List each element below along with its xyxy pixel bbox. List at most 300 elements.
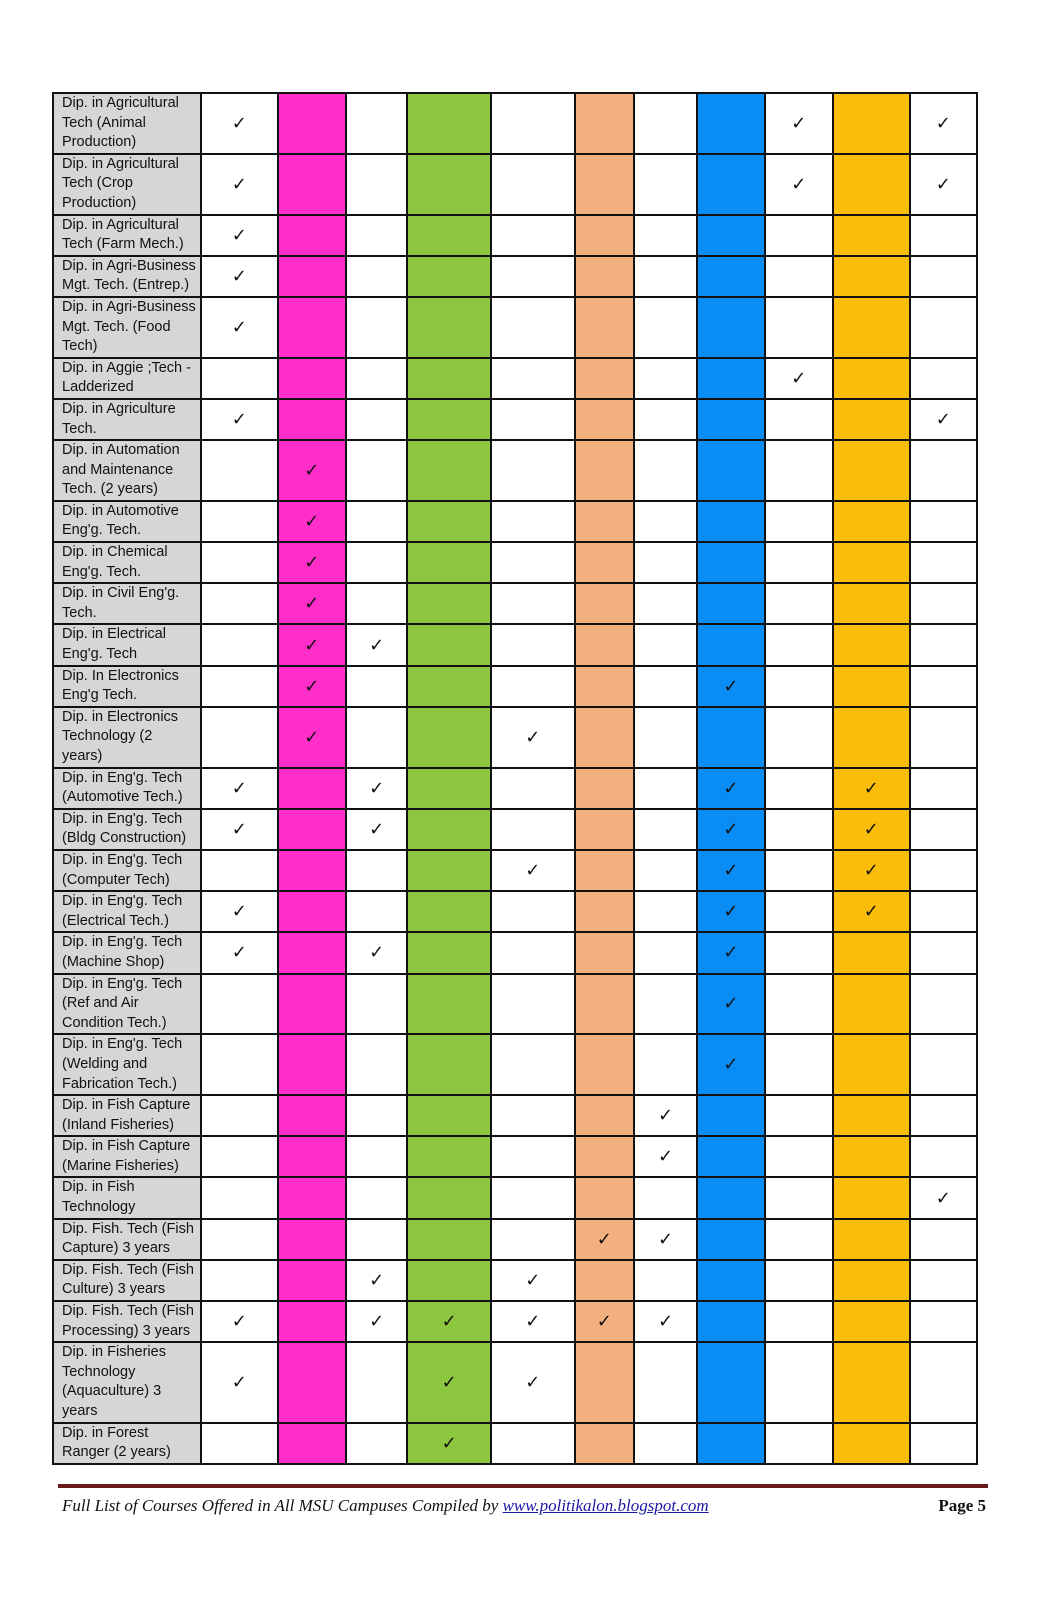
empty-cell xyxy=(346,1342,407,1422)
empty-cell xyxy=(491,1136,575,1177)
empty-cell xyxy=(833,215,910,256)
empty-cell xyxy=(833,93,910,154)
empty-cell xyxy=(278,850,346,891)
check-mark-icon: ✓ xyxy=(833,809,910,850)
empty-cell xyxy=(278,974,346,1035)
table-row xyxy=(53,542,977,583)
check-mark-icon: ✓ xyxy=(346,624,407,665)
empty-cell xyxy=(575,1095,634,1136)
empty-cell xyxy=(910,1095,977,1136)
course-name-cell: Dip. in Electronics Technology (2 years) xyxy=(53,707,201,768)
empty-cell xyxy=(765,1177,833,1218)
course-name-cell: Dip. in Eng'g. Tech (Welding and Fabrication Tech.) xyxy=(53,1034,201,1095)
check-mark-icon: ✓ xyxy=(833,891,910,932)
check-mark-icon: ✓ xyxy=(278,666,346,707)
table-row xyxy=(53,932,977,973)
empty-cell xyxy=(697,256,764,297)
check-mark-icon: ✓ xyxy=(407,1342,491,1422)
empty-cell xyxy=(346,1136,407,1177)
empty-cell xyxy=(346,399,407,440)
empty-cell xyxy=(833,358,910,399)
empty-cell xyxy=(346,707,407,768)
empty-cell xyxy=(278,1177,346,1218)
empty-cell xyxy=(346,666,407,707)
empty-cell xyxy=(634,501,697,542)
empty-cell xyxy=(491,501,575,542)
check-mark-icon: ✓ xyxy=(201,93,278,154)
empty-cell xyxy=(575,932,634,973)
course-name-cell: Dip. in Fish Technology xyxy=(53,1177,201,1218)
empty-cell xyxy=(910,974,977,1035)
empty-cell xyxy=(634,768,697,809)
empty-cell xyxy=(833,297,910,358)
table-row xyxy=(53,440,977,501)
empty-cell xyxy=(278,93,346,154)
empty-cell xyxy=(910,666,977,707)
check-mark-icon: ✓ xyxy=(278,542,346,583)
empty-cell xyxy=(278,215,346,256)
empty-cell xyxy=(833,1136,910,1177)
check-mark-icon: ✓ xyxy=(634,1095,697,1136)
empty-cell xyxy=(765,1095,833,1136)
empty-cell xyxy=(765,932,833,973)
check-mark-icon: ✓ xyxy=(201,215,278,256)
empty-cell xyxy=(634,1260,697,1301)
empty-cell xyxy=(910,1260,977,1301)
empty-cell xyxy=(491,583,575,624)
empty-cell xyxy=(491,154,575,215)
course-name-cell: Dip. in Agri-Business Mgt. Tech. (Entrep.) xyxy=(53,256,201,297)
empty-cell xyxy=(634,974,697,1035)
empty-cell xyxy=(201,624,278,665)
empty-cell xyxy=(634,850,697,891)
empty-cell xyxy=(765,1136,833,1177)
empty-cell xyxy=(910,768,977,809)
check-mark-icon: ✓ xyxy=(491,707,575,768)
course-name-cell: Dip. in Forest Ranger (2 years) xyxy=(53,1423,201,1464)
empty-cell xyxy=(833,1301,910,1342)
empty-cell xyxy=(201,583,278,624)
empty-cell xyxy=(346,154,407,215)
empty-cell xyxy=(634,707,697,768)
course-name-cell: Dip. in Agricultural Tech (Crop Production) xyxy=(53,154,201,215)
check-mark-icon: ✓ xyxy=(575,1219,634,1260)
table-row xyxy=(53,809,977,850)
empty-cell xyxy=(910,440,977,501)
empty-cell xyxy=(765,583,833,624)
empty-cell xyxy=(765,850,833,891)
empty-cell xyxy=(346,440,407,501)
empty-cell xyxy=(201,358,278,399)
empty-cell xyxy=(634,1423,697,1464)
empty-cell xyxy=(491,768,575,809)
empty-cell xyxy=(765,501,833,542)
footer-caption xyxy=(62,1496,709,1516)
empty-cell xyxy=(833,1095,910,1136)
empty-cell xyxy=(697,154,764,215)
check-mark-icon: ✓ xyxy=(346,1301,407,1342)
course-name-cell: Dip. Fish. Tech (Fish Culture) 3 years xyxy=(53,1260,201,1301)
empty-cell xyxy=(491,1034,575,1095)
empty-cell xyxy=(634,1034,697,1095)
empty-cell xyxy=(634,1342,697,1422)
check-mark-icon: ✓ xyxy=(634,1301,697,1342)
empty-cell xyxy=(765,440,833,501)
empty-cell xyxy=(201,707,278,768)
empty-cell xyxy=(575,542,634,583)
empty-cell xyxy=(491,624,575,665)
empty-cell xyxy=(697,1342,764,1422)
course-name-cell: Dip. in Agricultural Tech (Farm Mech.) xyxy=(53,215,201,256)
empty-cell xyxy=(910,358,977,399)
empty-cell xyxy=(833,1177,910,1218)
empty-cell xyxy=(201,542,278,583)
check-mark-icon: ✓ xyxy=(201,891,278,932)
course-name-cell: Dip. in Eng'g. Tech (Machine Shop) xyxy=(53,932,201,973)
table-row xyxy=(53,707,977,768)
empty-cell xyxy=(575,440,634,501)
empty-cell xyxy=(765,1301,833,1342)
empty-cell xyxy=(697,624,764,665)
empty-cell xyxy=(407,399,491,440)
empty-cell xyxy=(765,1219,833,1260)
table-row xyxy=(53,666,977,707)
course-name-cell: Dip. in Eng'g. Tech (Automotive Tech.) xyxy=(53,768,201,809)
empty-cell xyxy=(910,1034,977,1095)
check-mark-icon: ✓ xyxy=(278,583,346,624)
course-name-cell: Dip. Fish. Tech (Fish Capture) 3 years xyxy=(53,1219,201,1260)
empty-cell xyxy=(201,1219,278,1260)
empty-cell xyxy=(634,891,697,932)
empty-cell xyxy=(491,809,575,850)
empty-cell xyxy=(575,1136,634,1177)
check-mark-icon: ✓ xyxy=(201,399,278,440)
empty-cell xyxy=(407,707,491,768)
empty-cell xyxy=(346,93,407,154)
course-name-cell: Dip. in Fish Capture (Marine Fisheries) xyxy=(53,1136,201,1177)
empty-cell xyxy=(765,768,833,809)
empty-cell xyxy=(407,542,491,583)
check-mark-icon: ✓ xyxy=(278,501,346,542)
empty-cell xyxy=(491,891,575,932)
empty-cell xyxy=(346,1423,407,1464)
empty-cell xyxy=(407,974,491,1035)
empty-cell xyxy=(634,1177,697,1218)
check-mark-icon: ✓ xyxy=(765,358,833,399)
empty-cell xyxy=(201,1260,278,1301)
empty-cell xyxy=(278,154,346,215)
table-row xyxy=(53,768,977,809)
empty-cell xyxy=(201,501,278,542)
check-mark-icon: ✓ xyxy=(346,932,407,973)
empty-cell xyxy=(697,542,764,583)
empty-cell xyxy=(407,1260,491,1301)
empty-cell xyxy=(278,1095,346,1136)
footer-link[interactable]: www.politikalon.blogspot.com xyxy=(502,1496,709,1515)
page-number: Page 5 xyxy=(938,1496,986,1515)
empty-cell xyxy=(201,850,278,891)
check-mark-icon: ✓ xyxy=(634,1219,697,1260)
check-mark-icon: ✓ xyxy=(491,1342,575,1422)
empty-cell xyxy=(346,1034,407,1095)
table-row xyxy=(53,358,977,399)
empty-cell xyxy=(491,974,575,1035)
table-body xyxy=(53,93,977,1464)
empty-cell xyxy=(697,1219,764,1260)
empty-cell xyxy=(697,1301,764,1342)
table-row xyxy=(53,583,977,624)
empty-cell xyxy=(491,542,575,583)
empty-cell xyxy=(634,583,697,624)
check-mark-icon: ✓ xyxy=(346,809,407,850)
course-name-cell: Dip. in Agri-Business Mgt. Tech. (Food Tech) xyxy=(53,297,201,358)
empty-cell xyxy=(910,850,977,891)
empty-cell xyxy=(833,1034,910,1095)
check-mark-icon: ✓ xyxy=(491,1260,575,1301)
course-name-cell: Dip. in Agriculture Tech. xyxy=(53,399,201,440)
empty-cell xyxy=(575,256,634,297)
check-mark-icon: ✓ xyxy=(765,154,833,215)
check-mark-icon: ✓ xyxy=(697,1034,764,1095)
empty-cell xyxy=(346,1219,407,1260)
check-mark-icon: ✓ xyxy=(833,768,910,809)
empty-cell xyxy=(575,1260,634,1301)
empty-cell xyxy=(575,399,634,440)
check-mark-icon: ✓ xyxy=(697,932,764,973)
empty-cell xyxy=(697,1260,764,1301)
empty-cell xyxy=(833,624,910,665)
empty-cell xyxy=(634,932,697,973)
table-row xyxy=(53,850,977,891)
empty-cell xyxy=(634,297,697,358)
table-row xyxy=(53,1095,977,1136)
empty-cell xyxy=(278,297,346,358)
table-row xyxy=(53,399,977,440)
empty-cell xyxy=(407,501,491,542)
empty-cell xyxy=(278,891,346,932)
empty-cell xyxy=(910,215,977,256)
course-name-cell: Dip. in Eng'g. Tech (Bldg Construction) xyxy=(53,809,201,850)
empty-cell xyxy=(491,1423,575,1464)
empty-cell xyxy=(910,932,977,973)
empty-cell xyxy=(201,666,278,707)
empty-cell xyxy=(697,358,764,399)
empty-cell xyxy=(201,1177,278,1218)
empty-cell xyxy=(346,583,407,624)
empty-cell xyxy=(634,666,697,707)
course-name-cell: Dip. in Aggie ;Tech - Ladderized xyxy=(53,358,201,399)
empty-cell xyxy=(910,583,977,624)
table-row xyxy=(53,624,977,665)
empty-cell xyxy=(407,666,491,707)
empty-cell xyxy=(910,542,977,583)
empty-cell xyxy=(278,932,346,973)
empty-cell xyxy=(575,358,634,399)
course-name-cell: Dip. in Chemical Eng'g. Tech. xyxy=(53,542,201,583)
empty-cell xyxy=(833,542,910,583)
empty-cell xyxy=(278,1342,346,1422)
empty-cell xyxy=(346,1177,407,1218)
empty-cell xyxy=(491,215,575,256)
empty-cell xyxy=(346,1095,407,1136)
empty-cell xyxy=(765,809,833,850)
empty-cell xyxy=(765,1423,833,1464)
empty-cell xyxy=(575,501,634,542)
table-row xyxy=(53,1136,977,1177)
empty-cell xyxy=(765,542,833,583)
empty-cell xyxy=(407,1219,491,1260)
empty-cell xyxy=(575,297,634,358)
empty-cell xyxy=(697,297,764,358)
empty-cell xyxy=(407,1177,491,1218)
course-name-cell: Dip. in Automotive Eng'g. Tech. xyxy=(53,501,201,542)
empty-cell xyxy=(491,932,575,973)
check-mark-icon: ✓ xyxy=(201,256,278,297)
empty-cell xyxy=(278,1423,346,1464)
empty-cell xyxy=(697,707,764,768)
table-row xyxy=(53,1423,977,1464)
empty-cell xyxy=(910,707,977,768)
empty-cell xyxy=(491,297,575,358)
empty-cell xyxy=(201,1095,278,1136)
empty-cell xyxy=(833,440,910,501)
empty-cell xyxy=(407,93,491,154)
empty-cell xyxy=(575,891,634,932)
empty-cell xyxy=(910,1423,977,1464)
check-mark-icon: ✓ xyxy=(697,974,764,1035)
empty-cell xyxy=(697,215,764,256)
empty-cell xyxy=(407,440,491,501)
empty-cell xyxy=(765,624,833,665)
check-mark-icon: ✓ xyxy=(697,666,764,707)
empty-cell xyxy=(697,1423,764,1464)
table-row xyxy=(53,1260,977,1301)
empty-cell xyxy=(910,1136,977,1177)
empty-cell xyxy=(575,974,634,1035)
check-mark-icon: ✓ xyxy=(491,850,575,891)
empty-cell xyxy=(833,1260,910,1301)
table-row xyxy=(53,1219,977,1260)
table-row xyxy=(53,154,977,215)
empty-cell xyxy=(910,1219,977,1260)
empty-cell xyxy=(491,1219,575,1260)
empty-cell xyxy=(765,297,833,358)
empty-cell xyxy=(575,1423,634,1464)
table-row xyxy=(53,215,977,256)
check-mark-icon: ✓ xyxy=(910,154,977,215)
empty-cell xyxy=(278,256,346,297)
empty-cell xyxy=(575,707,634,768)
check-mark-icon: ✓ xyxy=(201,1342,278,1422)
empty-cell xyxy=(575,583,634,624)
course-name-cell: Dip. in Automation and Maintenance Tech. (2 years) xyxy=(53,440,201,501)
empty-cell xyxy=(833,501,910,542)
table-row xyxy=(53,93,977,154)
check-mark-icon: ✓ xyxy=(278,440,346,501)
check-mark-icon: ✓ xyxy=(697,891,764,932)
empty-cell xyxy=(833,399,910,440)
empty-cell xyxy=(765,666,833,707)
table-row xyxy=(53,891,977,932)
empty-cell xyxy=(491,1095,575,1136)
check-mark-icon: ✓ xyxy=(278,624,346,665)
empty-cell xyxy=(407,624,491,665)
empty-cell xyxy=(346,297,407,358)
empty-cell xyxy=(407,1136,491,1177)
empty-cell xyxy=(910,891,977,932)
empty-cell xyxy=(407,891,491,932)
empty-cell xyxy=(634,440,697,501)
check-mark-icon: ✓ xyxy=(910,93,977,154)
empty-cell xyxy=(201,974,278,1035)
empty-cell xyxy=(634,809,697,850)
empty-cell xyxy=(697,93,764,154)
empty-cell xyxy=(278,1034,346,1095)
empty-cell xyxy=(833,1342,910,1422)
empty-cell xyxy=(575,93,634,154)
check-mark-icon: ✓ xyxy=(201,154,278,215)
empty-cell xyxy=(407,932,491,973)
empty-cell xyxy=(491,399,575,440)
course-name-cell: Dip. in Fish Capture (Inland Fisheries) xyxy=(53,1095,201,1136)
check-mark-icon: ✓ xyxy=(491,1301,575,1342)
empty-cell xyxy=(278,1260,346,1301)
empty-cell xyxy=(765,1260,833,1301)
check-mark-icon: ✓ xyxy=(697,850,764,891)
empty-cell xyxy=(407,297,491,358)
empty-cell xyxy=(765,1034,833,1095)
empty-cell xyxy=(575,215,634,256)
check-mark-icon: ✓ xyxy=(910,1177,977,1218)
empty-cell xyxy=(910,1342,977,1422)
empty-cell xyxy=(346,501,407,542)
empty-cell xyxy=(697,583,764,624)
empty-cell xyxy=(346,215,407,256)
empty-cell xyxy=(575,1342,634,1422)
empty-cell xyxy=(634,93,697,154)
empty-cell xyxy=(407,1034,491,1095)
empty-cell xyxy=(407,154,491,215)
empty-cell xyxy=(697,399,764,440)
empty-cell xyxy=(634,215,697,256)
footer-rule xyxy=(58,1484,988,1488)
empty-cell xyxy=(833,974,910,1035)
empty-cell xyxy=(491,93,575,154)
empty-cell xyxy=(407,850,491,891)
empty-cell xyxy=(697,440,764,501)
check-mark-icon: ✓ xyxy=(201,932,278,973)
empty-cell xyxy=(346,542,407,583)
course-name-cell: Dip. in Fisheries Technology (Aquaculture) 3 years xyxy=(53,1342,201,1422)
table-row xyxy=(53,1301,977,1342)
table-row xyxy=(53,501,977,542)
check-mark-icon: ✓ xyxy=(407,1301,491,1342)
empty-cell xyxy=(910,1301,977,1342)
check-mark-icon: ✓ xyxy=(575,1301,634,1342)
course-name-cell: Dip. in Electrical Eng'g. Tech xyxy=(53,624,201,665)
course-name-cell: Dip. in Civil Eng'g. Tech. xyxy=(53,583,201,624)
empty-cell xyxy=(575,809,634,850)
check-mark-icon: ✓ xyxy=(201,809,278,850)
empty-cell xyxy=(407,768,491,809)
check-mark-icon: ✓ xyxy=(201,297,278,358)
table-row xyxy=(53,1177,977,1218)
check-mark-icon: ✓ xyxy=(697,768,764,809)
table-row xyxy=(53,1342,977,1422)
empty-cell xyxy=(407,358,491,399)
empty-cell xyxy=(697,1177,764,1218)
empty-cell xyxy=(833,1423,910,1464)
